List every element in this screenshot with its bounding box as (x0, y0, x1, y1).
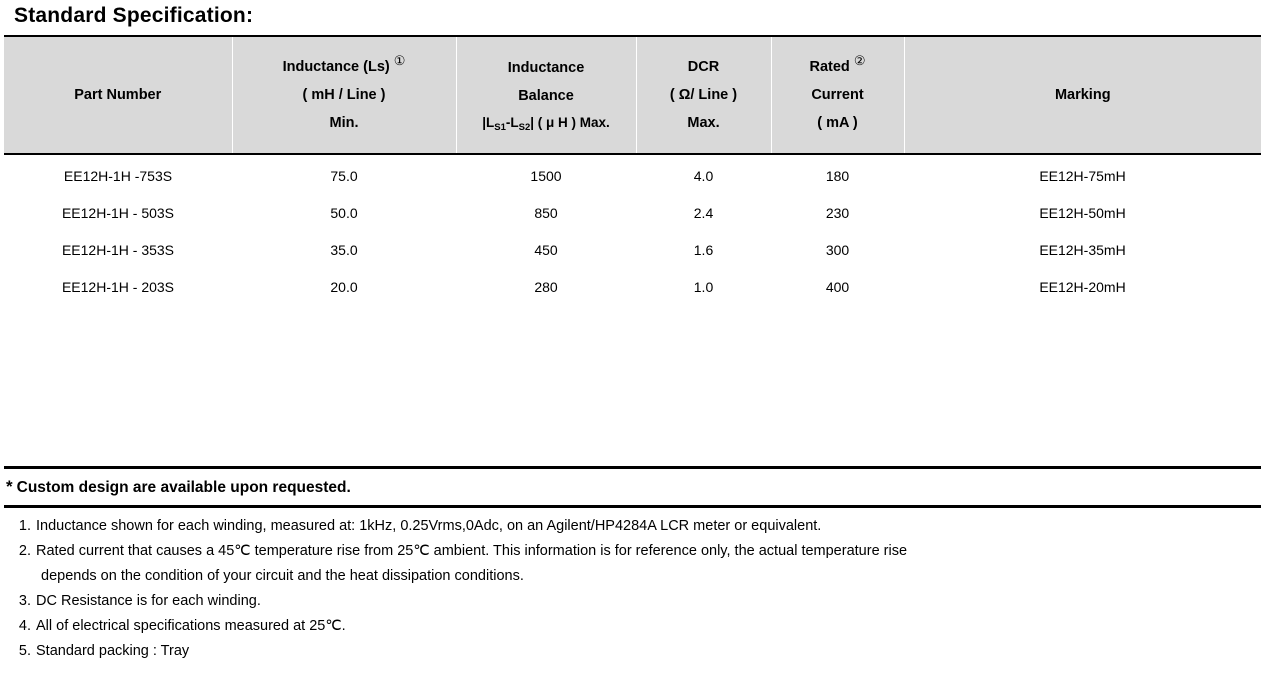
divider-top (4, 466, 1261, 469)
cell-marking: EE12H-75mH (904, 154, 1261, 194)
cell-dcr: 1.0 (636, 268, 771, 305)
column-header-part-number (4, 36, 232, 154)
header-line: Max. (687, 115, 720, 132)
cell-inductance: 20.0 (232, 268, 456, 305)
cell-marking: EE12H-20mH (904, 268, 1261, 305)
header-line: Marking (1054, 86, 1111, 103)
header-line: Current (811, 86, 864, 103)
cell-balance: 450 (456, 231, 636, 268)
table-row (4, 194, 1261, 231)
divider-bottom (4, 505, 1261, 508)
cell-part-number: EE12H-1H - 353S (4, 231, 232, 268)
cell-balance: 1500 (456, 154, 636, 194)
header-line: ( mH / Line ) (302, 86, 386, 103)
footnote-marker-2: ② (853, 52, 866, 68)
note-number: 3. (18, 592, 31, 609)
table-body (4, 154, 1261, 305)
cell-marking: EE12H-35mH (904, 231, 1261, 268)
list-item (14, 639, 1254, 664)
footnote-marker-1: ① (393, 52, 406, 68)
list-item (14, 589, 1254, 614)
cell-inductance: 35.0 (232, 231, 456, 268)
cell-rated-current: 230 (771, 194, 904, 231)
cell-dcr: 4.0 (636, 154, 771, 194)
note-continuation: depends on the condition of your circuit and the heat dissipation conditions. (41, 567, 524, 584)
cell-rated-current: 400 (771, 268, 904, 305)
page-title: Standard Specification: (14, 4, 254, 27)
column-header-dcr (636, 36, 771, 154)
note-text: Inductance shown for each winding, measured at: 1kHz, 0.25Vrms,0Adc, on an Agilent/HP4284A LCR meter or equivalent. (36, 518, 822, 534)
table-row (4, 268, 1261, 305)
list-item (14, 539, 1254, 564)
note-number: 5. (18, 642, 31, 659)
note-text: All of electrical specifications measured at 25℃. (36, 617, 346, 634)
header-line: Inductance (Ls) ① (282, 52, 406, 75)
cell-inductance: 75.0 (232, 154, 456, 194)
header-line: Inductance (507, 59, 585, 76)
header-line: Part Number (74, 86, 162, 103)
cell-part-number: EE12H-1H -753S (4, 154, 232, 194)
note-number: 2. (18, 542, 31, 559)
footnotes-list (14, 514, 1254, 664)
column-header-rated-current (771, 36, 904, 154)
header-row (4, 36, 1261, 154)
note-number: 4. (18, 617, 31, 634)
header-line: Min. (329, 115, 359, 132)
cell-dcr: 2.4 (636, 194, 771, 231)
cell-rated-current: 180 (771, 154, 904, 194)
note-number: 1. (18, 518, 31, 534)
header-line: ( Ω/ Line ) (669, 86, 738, 103)
cell-part-number: EE12H-1H - 503S (4, 194, 232, 231)
cell-part-number: EE12H-1H - 203S (4, 268, 232, 305)
custom-design-note (6, 477, 351, 497)
header-line: Rated ② (809, 52, 866, 75)
cell-balance: 850 (456, 194, 636, 231)
column-header-inductance (232, 36, 456, 154)
header-line: DCR (687, 58, 720, 75)
table-row (4, 231, 1261, 268)
list-item (14, 614, 1254, 639)
cell-inductance: 50.0 (232, 194, 456, 231)
header-line: ( mA ) (817, 115, 858, 132)
header-line: $|L_{S1}-L_{S2}|$ ( μ H ) Max. (482, 115, 610, 134)
note-text: Rated current that causes a 45℃ temperature rise from 25℃ ambient. This information is for reference only, the actual temperature rise (36, 542, 908, 559)
specification-table (4, 35, 1261, 305)
table-header (4, 36, 1261, 154)
header-line: Balance (518, 87, 574, 104)
cell-rated-current: 300 (771, 231, 904, 268)
column-header-marking (904, 36, 1261, 154)
custom-design-note-text: Custom design are available upon requested. (16, 479, 351, 496)
asterisk-icon: * (6, 477, 13, 496)
column-header-inductance-balance (456, 36, 636, 154)
cell-balance: 280 (456, 268, 636, 305)
note-text: DC Resistance is for each winding. (36, 592, 261, 609)
table-row (4, 154, 1261, 194)
cell-marking: EE12H-50mH (904, 194, 1261, 231)
note-text: Standard packing : Tray (36, 642, 190, 659)
cell-dcr: 1.6 (636, 231, 771, 268)
list-item (14, 514, 1254, 539)
